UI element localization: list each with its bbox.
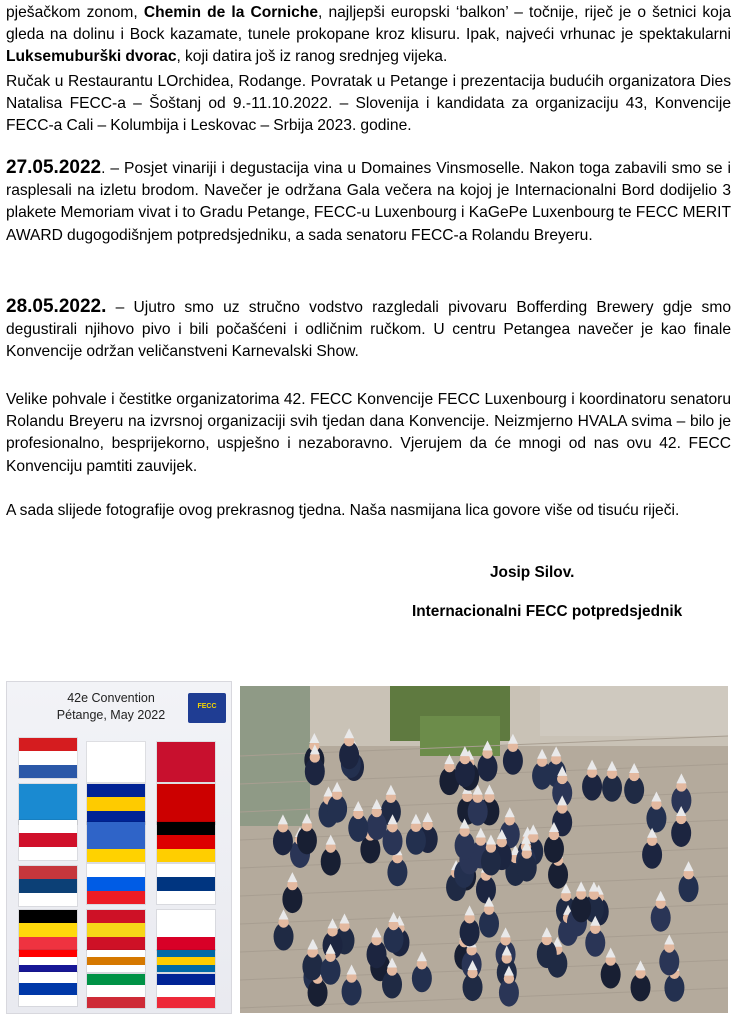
flag (87, 910, 145, 950)
bold-text: Chemin de la Corniche (143, 4, 319, 21)
flag (157, 950, 215, 972)
flag-stripe (19, 893, 77, 906)
flag-stripe (157, 755, 215, 768)
flag (19, 738, 77, 778)
flag-stripe (19, 937, 77, 950)
text-run: , najljepši europski ‘balkon’ – točnije, riječ je o šetnici koja gleda na dolinu i Bock kazamate, tunele prokopane kroz klisuru. Ipak, najveći vrhunac je spektakularni (6, 4, 731, 44)
poster-title (51, 690, 171, 724)
flag-stripe (87, 769, 145, 782)
flag-stripe (87, 937, 145, 950)
flag (19, 972, 77, 1006)
flag-stripe (157, 797, 215, 810)
fecc-logo-text: FECC (197, 703, 217, 710)
paragraph-day-28 (6, 296, 731, 364)
flag-stripe (87, 784, 145, 797)
flag-stripe (19, 765, 77, 778)
photo-group (240, 686, 728, 1013)
flag-stripe (87, 910, 145, 923)
flag (157, 910, 215, 950)
flag-stripe (87, 985, 145, 996)
flag-stripe (19, 797, 77, 810)
photo-flags-poster (6, 681, 232, 1014)
flag-stripe (87, 864, 145, 877)
flag-stripe (19, 950, 77, 957)
text-run: pješačkom zonom, (6, 4, 144, 21)
flag-stripe (87, 950, 145, 957)
flag-stripe (87, 957, 145, 964)
flag-stripe (157, 937, 215, 950)
flag-stripe (87, 835, 145, 848)
flag-stripe (87, 923, 145, 936)
paragraph-day-27 (6, 157, 731, 247)
flag (87, 742, 145, 782)
date-heading: 28.05.2022. (6, 296, 107, 317)
flag-stripe (19, 965, 77, 972)
flag-stripe (87, 997, 145, 1008)
flag-stripe (19, 972, 77, 983)
bold-text: Luksemuburški dvorac (6, 48, 177, 66)
text-run: – Ujutro smo uz stručno vodstvo razgledali pivovaru Bofferding Brewery gdje smo degustirali njihovo pivo i bili počašćeni i odličnim ručkom. U centru Petangea navečer je kao finale Konvencije održan veličanstveni Karnevalski Show. (6, 299, 731, 361)
text-run: A sada slijede fotografije ovog prekrasnog tjedna. Naša nasmijana lica govore više od tisuću riječi. (6, 502, 680, 519)
flag-stripe (157, 965, 215, 972)
poster-title-line1: 42e Convention (67, 691, 155, 705)
text-run: , koji datira još iz ranog srednjeg vijeka. (176, 48, 448, 66)
flag-stripe (157, 974, 215, 985)
paragraph-photos-intro (6, 500, 731, 522)
text-run: Ručak u Restaurantu LOrchidea, Rodange. Povratak u Petange i prezentacija budućih organizatora Dies Natalisa FECC-a – Šoštanj od 9.-11.10.2022. – Slovenija i kandidata za organizaciju 43, Konvencije FECC-a Cali – Kolumbija i Leskovac – Srbija 2023. godine. (6, 73, 731, 135)
flag-stripe (87, 891, 145, 904)
flag-stripe (157, 769, 215, 782)
flag-stripe (157, 849, 215, 862)
flag (87, 784, 145, 824)
flag (157, 974, 215, 1008)
flag-stripe (157, 891, 215, 904)
flag-stripe (19, 738, 77, 751)
flag-stripe (87, 965, 145, 972)
flag-stripe (157, 822, 215, 835)
flag (19, 950, 77, 972)
flag-stripe (19, 847, 77, 860)
flag-stripe (157, 997, 215, 1008)
text-run: Velike pohvale i čestitke organizatorima 42. FECC Konvencije FECC Luxenbourg i koordinatoru senatoru Rolandu Breyeru na izvrsnoj organizaciji svih tjedan dana Konvencije. Neizmjerno HVALA svima – bilo je profesionalno, besprijekorno, uspješno i nezaboravno. Vjerujem da će mnogi od nas ovu 42. FECC Konvenciju pamtiti zauvijek. (6, 391, 731, 475)
date-heading: 27.05.2022 (6, 157, 102, 178)
flag-stripe (87, 974, 145, 985)
flag (157, 864, 215, 904)
flag-stripe (19, 983, 77, 994)
flag-stripe (157, 784, 215, 797)
flag-stripe (19, 879, 77, 892)
flag-stripe (19, 820, 77, 833)
flag-stripe (157, 910, 215, 923)
flag (87, 950, 145, 972)
flag (87, 974, 145, 1008)
flag-stripe (19, 866, 77, 879)
flag (87, 864, 145, 904)
signature-name: Josip Silov. (490, 564, 575, 581)
paving-far (540, 686, 728, 736)
flag-stripe (19, 833, 77, 846)
flag-stripe (19, 784, 77, 797)
flag-stripe (157, 864, 215, 877)
flag (19, 866, 77, 906)
flag (157, 784, 215, 824)
flag-stripe (157, 985, 215, 996)
flag (157, 742, 215, 782)
flag-stripe (19, 923, 77, 936)
flag (87, 822, 145, 862)
flag-stripe (19, 957, 77, 964)
flag-stripe (87, 849, 145, 862)
flag (19, 910, 77, 950)
flag (19, 784, 77, 824)
flag-stripe (19, 995, 77, 1006)
flag (157, 822, 215, 862)
flag-stripe (19, 910, 77, 923)
fecc-logo (188, 693, 226, 723)
flag (19, 820, 77, 860)
text-run: . – Posjet vinariji i degustacija vina u Domaines Vinsmoselle. Nakon toga zabavili smo se i rasplesali na izletu brodom. Navečer je održana Gala večera na kojoj je Internacionalni Bord dodijelio 3 plakete Memoriam vivat i to Gradu Petange, FECC-u Luxenbourg i KaGePe Luxenbourg te FECC MERIT AWARD dugogodišnjem potpredsjedniku, a sada senatoru FECC-a Rolandu Breyeru. (6, 160, 731, 244)
paragraph-thanks (6, 389, 731, 478)
flag-stripe (87, 755, 145, 768)
flag-stripe (157, 835, 215, 848)
signature-title: Internacionalni FECC potpredsjednik (412, 603, 683, 620)
flag-stripe (87, 797, 145, 810)
flag-stripe (87, 877, 145, 890)
flag-stripe (87, 822, 145, 835)
flag-stripe (157, 950, 215, 957)
flag-stripe (19, 751, 77, 764)
flag-stripe (157, 742, 215, 755)
flag-stripe (157, 877, 215, 890)
flag-stripe (157, 957, 215, 964)
flag-stripe (157, 923, 215, 936)
poster-title-line2: Pétange, May 2022 (56, 708, 166, 722)
paragraph-intro (6, 2, 731, 69)
flag-stripe (87, 742, 145, 755)
group-photo-illustration (240, 686, 728, 1013)
paragraph-lunch (6, 71, 731, 138)
